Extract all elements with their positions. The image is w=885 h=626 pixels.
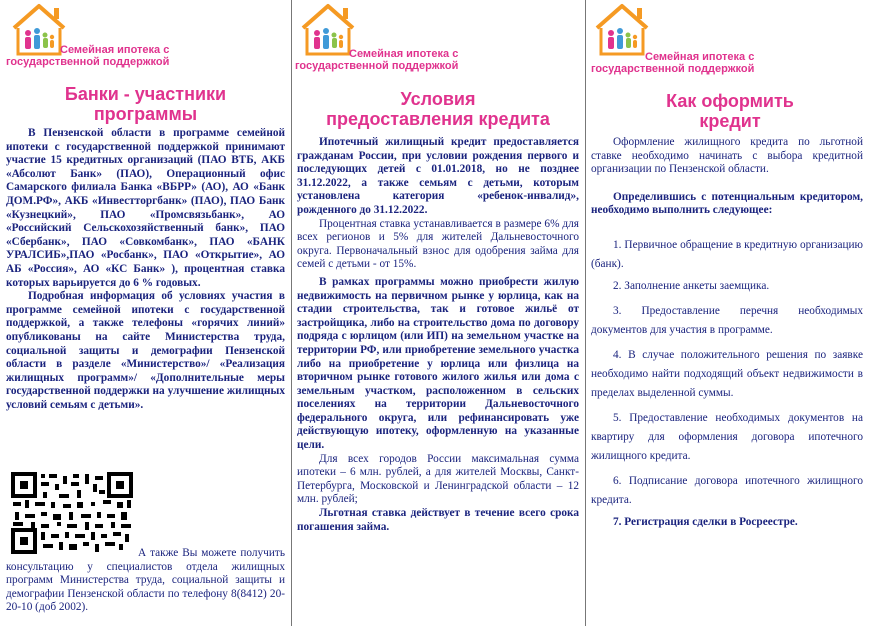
banks-text	[6, 127, 285, 412]
section-title	[591, 91, 869, 131]
column-conditions	[291, 0, 585, 626]
org-line2: государственной поддержкой	[591, 63, 755, 75]
info-paragraph: Подробная информация об условиях участия в программе семейной ипотеки с государственной поддержкой, а также телефоны «горячих линий» опубликованы на сайте Министерства труда, социальной защиты и демографии Пензенской области в разделе «Министерство»/ «Реализация жилищных программ»/ «Дополнительные меры государственной поддержки на улучшение жилищных условий семьям с детьми».	[6, 290, 285, 411]
title-line1: Банки - участники	[64, 84, 227, 104]
org-line1: Семейная ипотека с	[645, 51, 755, 63]
section-title	[6, 84, 285, 124]
term-paragraph: Льготная ставка действует в течение всего срока погашения займа.	[297, 507, 579, 533]
step-4: 4. В случае положительного решения по заявке необходимо найти подходящий объект недвижимости в пределах выделенной суммы.	[591, 348, 863, 399]
step-6: 6. Подписание договора ипотечного жилищного кредита.	[591, 474, 863, 506]
property-paragraph: В рамках программы можно приобрести жилую недвижимость на первичном рынке у юрлица, как на стадии строительства, так и готовое жильё от застройщика, либо на строительство дома по договору подряда с юрлицом (или ИП) на земельном участке на территории РФ, или приобретение земельного участка либо на приобретение у юрлица или физлица на вторичном рынке готового жилого жилья или дома с земельным участком, расположенном в сельских поселениях на территории Дальневосточного федерального округа, или рефинансировать уже действующую ипотеку, оформленную на указанные цели.	[297, 275, 579, 452]
banks-paragraph: В Пензенской области в программе семейной ипотеки с государственной поддержкой принимают участие 15 кредитных организаций (ПАО ВТБ, АКБ «Абсолют Банк» (ПАО), Операционный офис Самарского филиала Банка «ВБРР» (АО), АО «Банк ДОМ.РФ», АКБ «Инвестторгбанк» (ПАО), ПАО Банк «Кузнецкий», ПАО «Промсвязьбанк», АО «Российский Сельскохозяйственный банк», ПАО «Сбербанк», ПАО «Совкомбанк», ПАО «БАНК УРАЛСИБ»,ПАО «Росбанк», ПАО «Открытие», АО АБ «Россия», АО «КС Банк» ), процентная ставка которых варьируется до 6 % годовых.	[6, 127, 285, 289]
intro-paragraph: Оформление жилищного кредита по льготной ставке необходимо начинать с выбора кредитной организации по Пензенской области.	[591, 136, 863, 176]
step-1: 1. Первичное обращение в кредитную организацию (банк).	[591, 238, 863, 270]
column-how-to-apply	[585, 0, 885, 626]
qr-code	[11, 472, 133, 554]
title-line2: предоставления кредита	[326, 109, 550, 129]
limit-paragraph: Для всех городов России максимальная сумма ипотеки – 6 млн. рублей, а для жителей Москвы, Санкт-Петербурга, Московской и Ленинградской области – 12 млн. рублей;	[297, 452, 579, 506]
consultation-text	[6, 547, 285, 615]
title-line2: программы	[93, 104, 198, 124]
conditions-text	[297, 136, 579, 534]
step-7: 7. Регистрация сделки в Росреестре.	[613, 515, 798, 528]
org-line2: государственной поддержкой	[295, 60, 459, 72]
eligibility-paragraph: Ипотечный жилищный кредит предоставляется гражданам России, при условии рождения первого и последующих детей с 01.01.2018, но не позднее 31.12.2022, а также семьям с детьми, которым установлена категория «ребенок-инвалид», рожденного до 31.12.2022.	[297, 136, 579, 216]
requirements-paragraph: Определившись с потенциальным кредитором, необходимо выполнить следующее:	[591, 190, 863, 217]
rate-paragraph: Процентная ставка устанавливается в размере 6% для всех регионов и 5% для жителей Дальневосточного округа. Первоначальный взнос для одобрения займа для семей с детьми - от 15%.	[297, 217, 579, 271]
org-line2: государственной поддержкой	[6, 56, 170, 68]
step-2: 2. Заполнение анкеты заемщика.	[613, 279, 770, 292]
title-line2: кредит	[699, 111, 761, 131]
org-line1: Семейная ипотека с	[349, 48, 459, 60]
column-banks	[0, 0, 291, 626]
section-title	[297, 89, 579, 129]
apply-text	[591, 136, 863, 529]
title-line1: Как оформить	[666, 91, 794, 111]
org-line1: Семейная ипотека с	[60, 44, 170, 56]
family-house-logo-icon	[591, 2, 653, 58]
consultation-paragraph: А также Вы можете получить консультацию у специалистов отдела жилищных программ Министерства труда, социальной защиты и демографии Пензенской области по телефону 8(8412) 20-20-10 (доб 2002).	[6, 547, 285, 614]
step-3: 3. Предоставление перечня необходимых документов для участия в программе.	[591, 304, 863, 336]
title-line1: Условия	[400, 89, 476, 109]
step-5: 5. Предоставление необходимых документов на квартиру для оформления договора ипотечного жилищного кредита.	[591, 411, 863, 462]
